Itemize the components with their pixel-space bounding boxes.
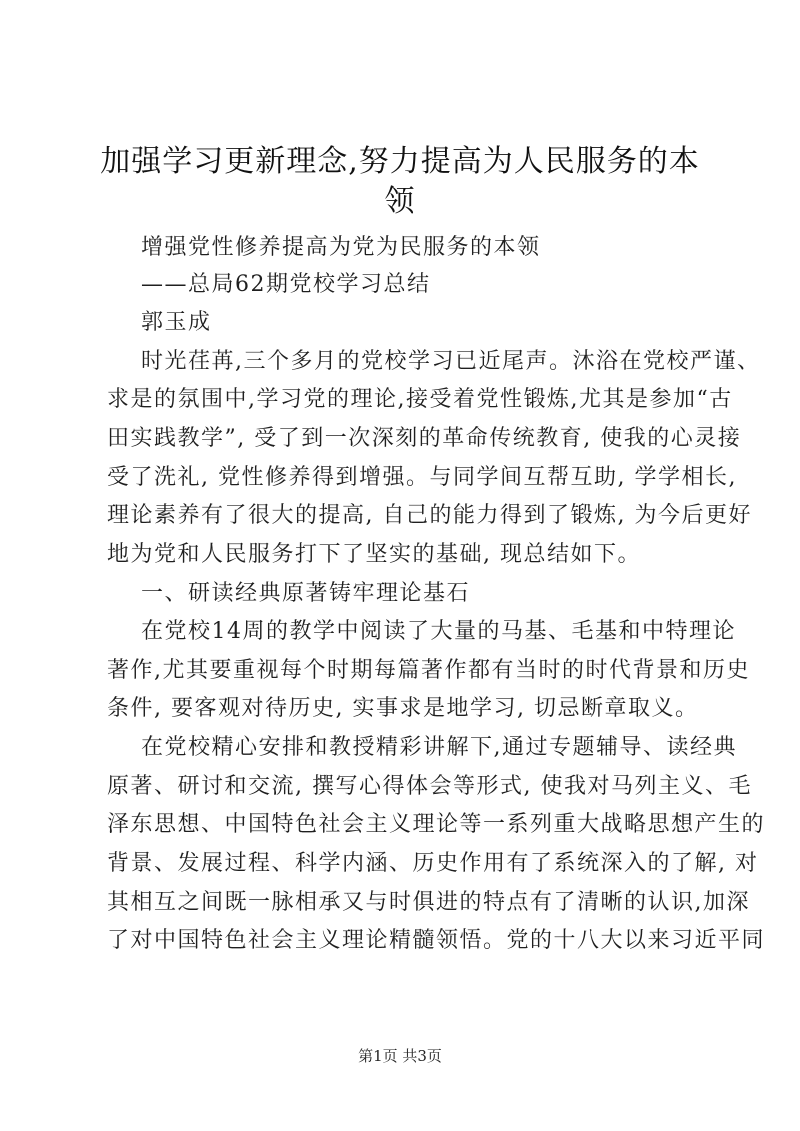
body-line: 增强党性修养提高为党为民服务的本领: [107, 235, 541, 260]
body-line: ——总局62期党校学习总结: [107, 272, 431, 297]
body-line: 泽东思想、中国特色社会主义理论等一系列重大战略思想产生的: [107, 812, 766, 837]
body-line: 背景、发展过程、科学内涵、历史作用有了系统深入的了解, 对: [107, 851, 759, 876]
body-line: 时光荏苒,三个多月的党校学习已近尾声。沐浴在党校严谨、: [107, 349, 761, 374]
body-line: 求是的氛围中,学习党的理论,接受着党性锻炼,尤其是参加“古: [107, 387, 733, 412]
body-line: 地为党和人民服务打下了坚实的基础, 现总结如下。: [107, 542, 641, 567]
body-line: 著作,尤其要重视每个时期每篇著作都有当时的时代背景和历史: [107, 658, 750, 683]
body-line: 在党校14周的教学中阅读了大量的马基、毛基和中特理论: [107, 619, 736, 644]
body-line: 理论素养有了很大的提高, 自己的能力得到了锻炼, 为今后更好: [107, 503, 752, 528]
document-title-line-1: 加强学习更新理念,努力提高为人民服务的本: [100, 144, 700, 179]
body-line: 条件, 要客观对待历史, 实事求是地学习, 切忌断章取义。: [107, 696, 699, 721]
body-line: 其相互之间既一脉相承又与时俱进的特点有了清晰的认识,加深: [107, 890, 750, 915]
body-line: 田实践教学”, 受了到一次深刻的革命传统教育, 使我的心灵接: [107, 426, 742, 451]
body-line: 在党校精心安排和教授精彩讲解下,通过专题辅导、读经典: [107, 735, 737, 760]
body-line: 受了洗礼, 党性修养得到增强。与同学间互帮互助, 学学相长,: [107, 465, 737, 490]
body-line: 了对中国特色社会主义理论精髓领悟。党的十八大以来习近平同: [107, 928, 766, 953]
body-line: 郭玉成: [107, 310, 212, 335]
document-title-line-2: 领: [384, 184, 416, 219]
page-number-footer: 第1页 共3页: [358, 1047, 442, 1065]
body-line: 原著、研讨和交流, 撰写心得体会等形式, 使我对马列主义、毛: [107, 774, 752, 799]
section-heading: 一、研读经典原著铸牢理论基石: [107, 581, 470, 606]
